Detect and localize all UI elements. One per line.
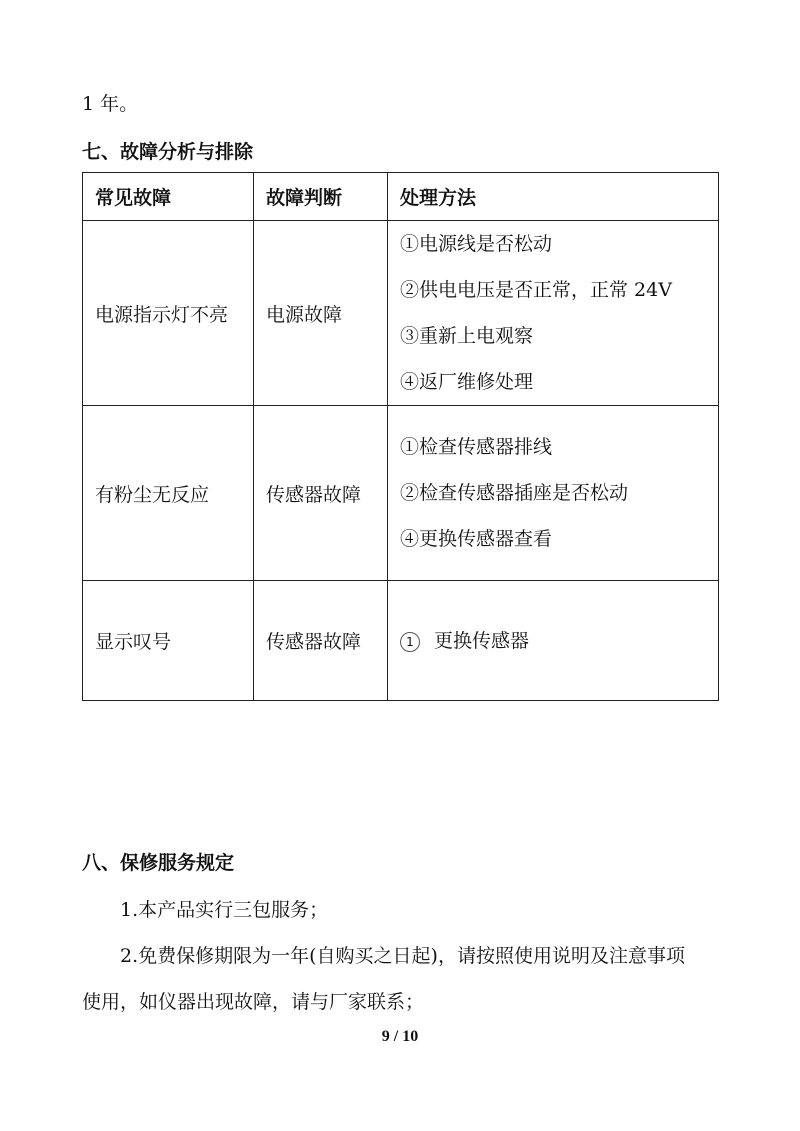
fault-cell: 电源指示灯不亮 <box>83 221 254 406</box>
warranty-item-1: 1.本产品实行三包服务； <box>120 899 329 921</box>
solution-step: ①电源线是否松动 <box>400 233 553 255</box>
diagnosis-cell: 传感器故障 <box>254 406 388 581</box>
diagnosis-cell: 电源故障 <box>254 221 388 406</box>
solution-step-text: 更换传感器 <box>434 629 530 652</box>
table-header-row <box>83 173 719 221</box>
table-row <box>83 221 719 406</box>
diagnosis-cell: 传感器故障 <box>254 581 388 701</box>
page-number: 9 / 10 <box>381 1028 419 1045</box>
solution-step: ②供电电压是否正常，正常 24V <box>400 279 672 301</box>
solution-step: ③重新上电观察 <box>400 325 534 347</box>
fault-table <box>82 172 719 701</box>
solution-step: ②检查传感器插座是否松动 <box>400 482 629 504</box>
solution-step: ④更换传感器查看 <box>400 528 553 550</box>
header-solution: 处理方法 <box>388 173 719 221</box>
circled-number-marker: 1 <box>400 632 420 652</box>
warranty-item-2-line-1: 2.免费保修期限为一年(自购买之日起)，请按照使用说明及注意事项 <box>120 945 685 967</box>
table-row <box>83 581 719 701</box>
header-common-fault: 常见故障 <box>83 173 254 221</box>
section7-title: 七、故障分析与排除 <box>82 141 254 163</box>
solution-cell <box>388 406 719 581</box>
solution-cell <box>388 581 719 701</box>
table-row <box>83 406 719 581</box>
section8-title: 八、保修服务规定 <box>82 852 235 874</box>
fault-cell: 有粉尘无反应 <box>83 406 254 581</box>
intro-tail: 1 年。 <box>82 93 139 115</box>
solution-step: ①检查传感器排线 <box>400 436 553 458</box>
warranty-item-2-line-2: 使用，如仪器出现故障，请与厂家联系； <box>82 991 425 1013</box>
solution-cell <box>388 221 719 406</box>
header-diagnosis: 故障判断 <box>254 173 388 221</box>
fault-cell: 显示叹号 <box>83 581 254 701</box>
solution-step <box>400 618 706 664</box>
solution-step: ④返厂维修处理 <box>400 371 534 393</box>
